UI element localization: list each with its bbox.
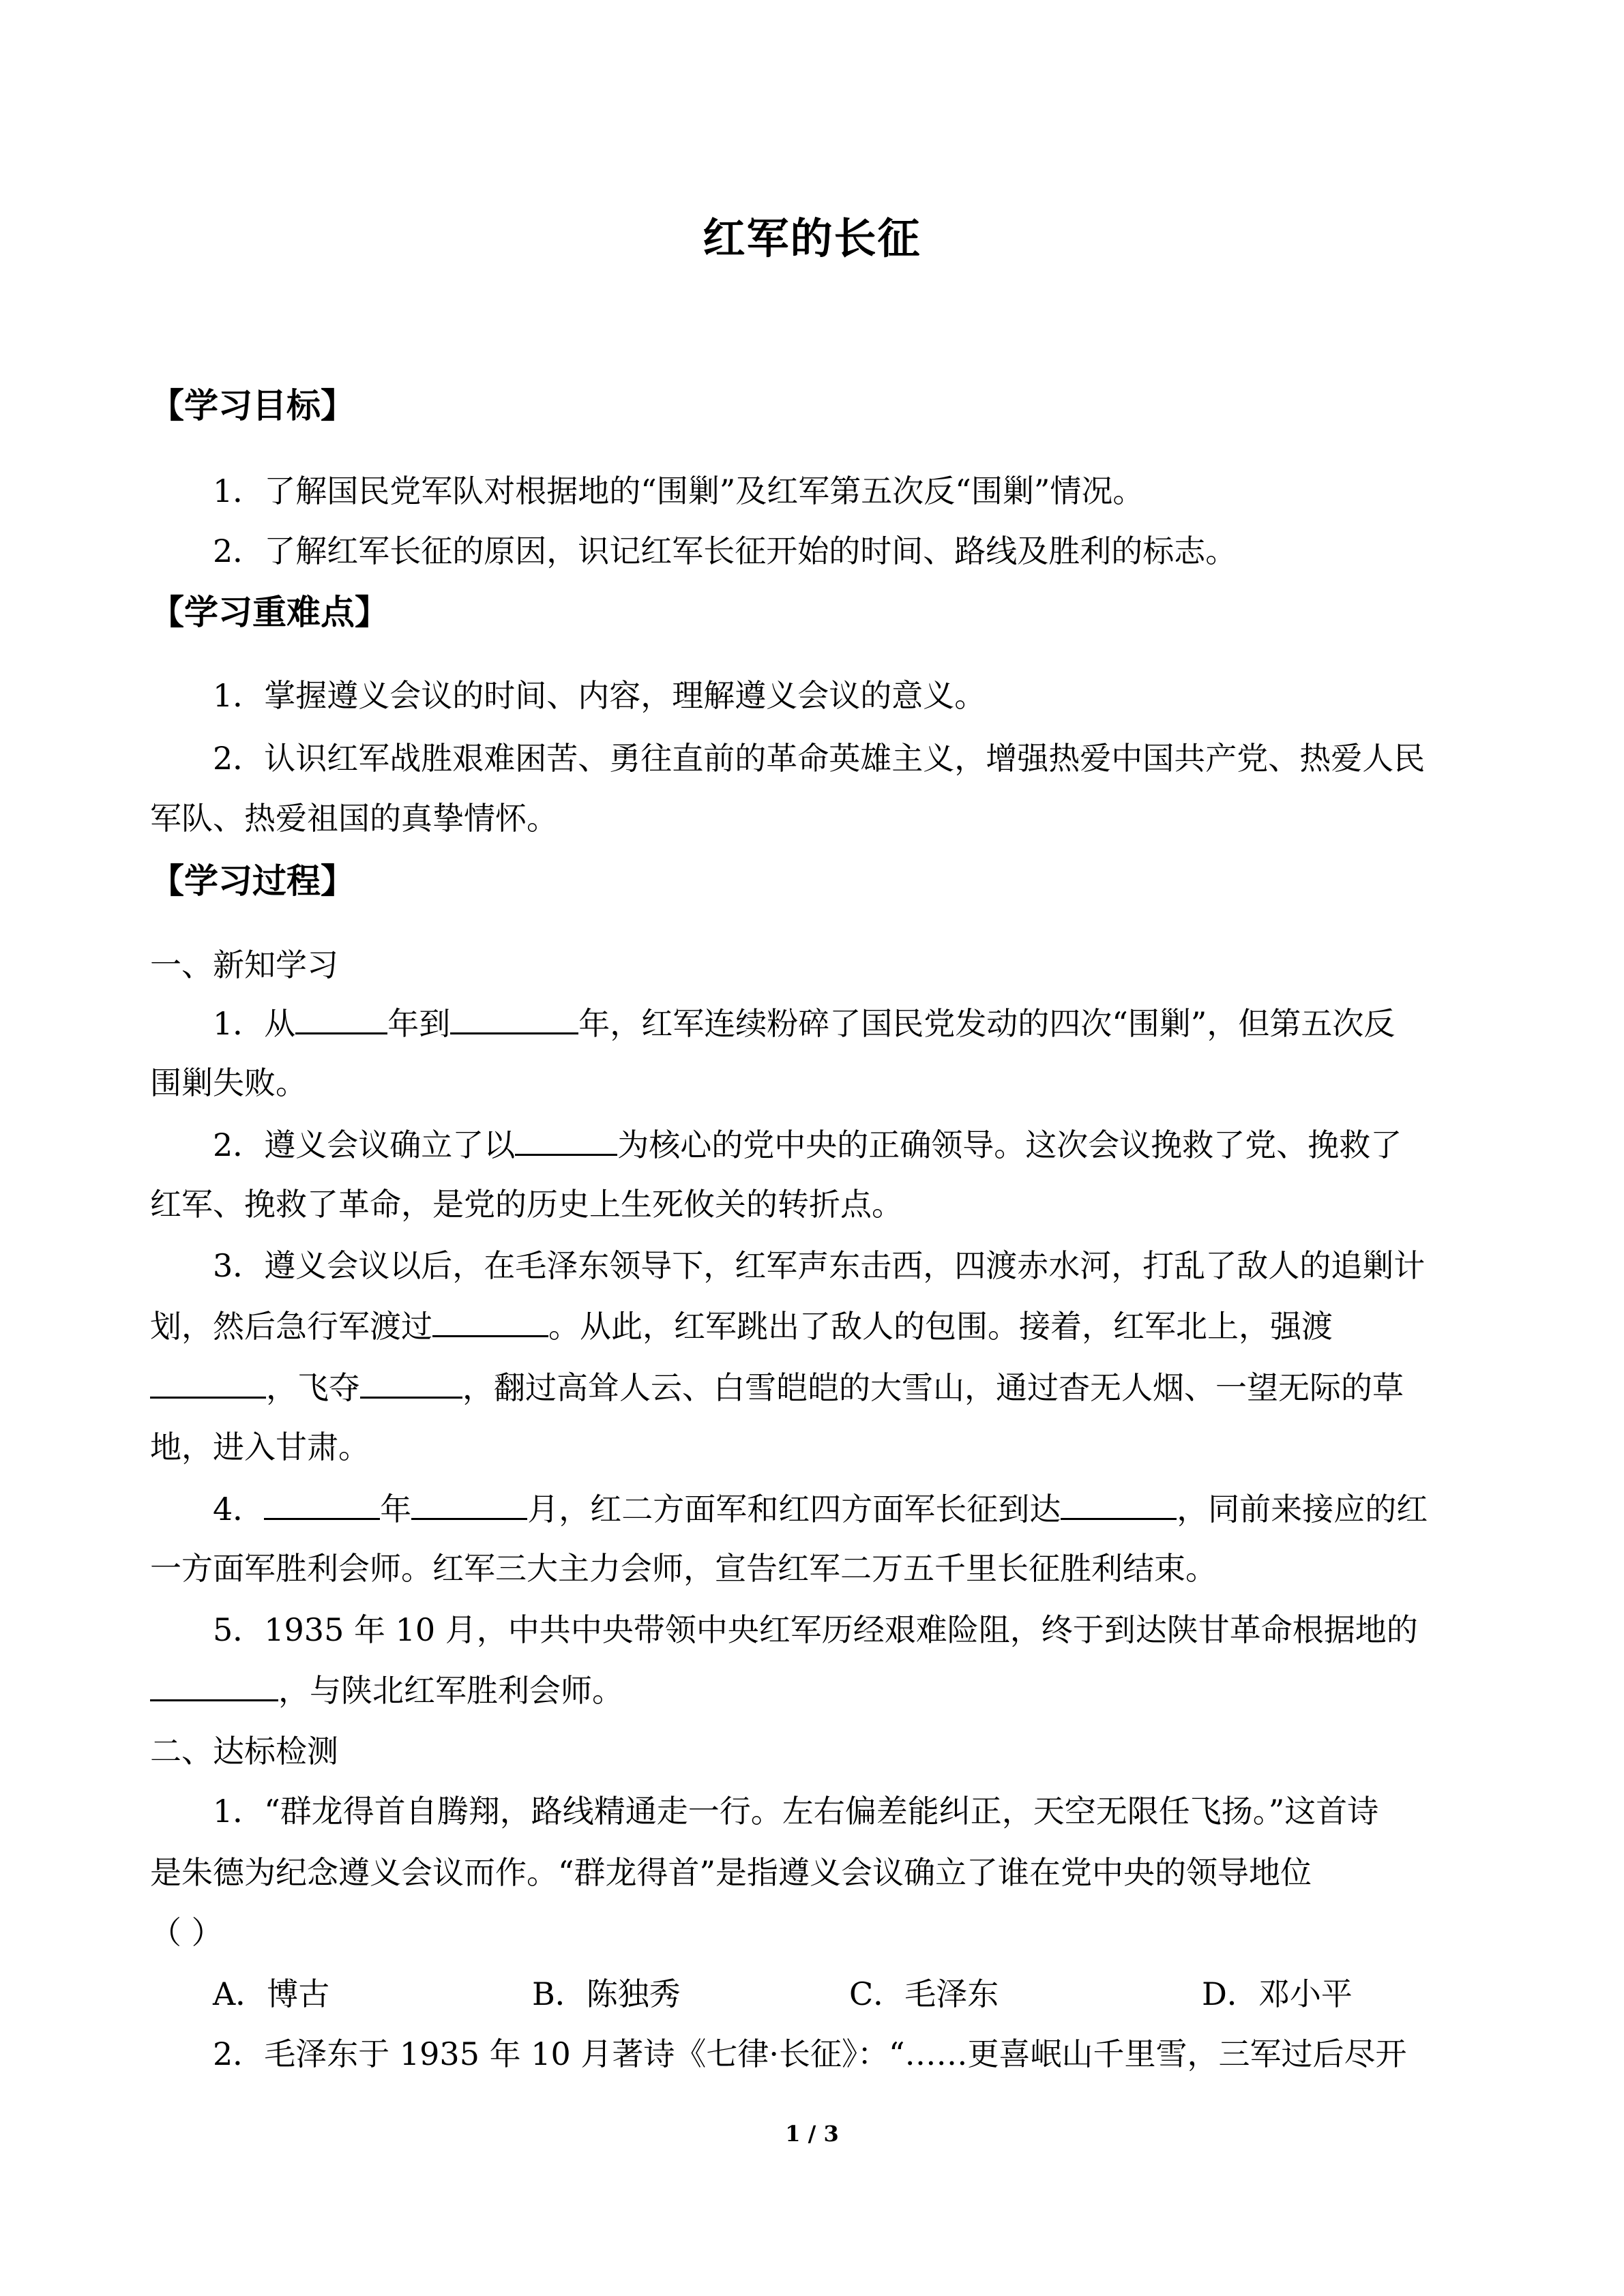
test-question-1-line-2: 是朱德为纪念遵义会议而作。“群龙得首”是指遵义会议确立了谁在党中央的领导地位 <box>150 1854 1312 1891</box>
keypoint-item-2-line-1: 2．认识红军战胜艰难困苦、勇往直前的革命英雄主义，增强热爱中国共产党、热爱人民 <box>213 740 1426 777</box>
answer-blank[interactable] <box>264 1488 380 1520</box>
answer-blank[interactable] <box>432 1305 548 1337</box>
question-3-text-b: 划，然后急行军渡过 <box>150 1308 432 1345</box>
option-b[interactable]: B．陈独秀 <box>532 1976 681 2012</box>
question-3-text-c: 。从此，红军跳出了敌人的包围。接着，红军北上，强渡 <box>548 1308 1333 1345</box>
question-3-line-2 <box>150 1305 1333 1347</box>
part1-heading: 一、新知学习 <box>150 946 338 983</box>
answer-blank[interactable] <box>295 1002 387 1034</box>
question-2-line-2: 红军、挽救了革命，是党的历史上生死攸关的转折点。 <box>150 1186 903 1223</box>
option-c[interactable]: C．毛泽东 <box>849 1976 999 2012</box>
question-1-text-a: 1．从 <box>213 1005 296 1042</box>
test-question-2-line-1: 2．毛泽东于 1935 年 10 月著诗《七律·长征》：“……更喜岷山千里雪，三军过后尽开 <box>213 2036 1407 2072</box>
keypoint-item-2-line-2: 军队、热爱祖国的真挚情怀。 <box>150 800 558 837</box>
question-4-prefix: 4． <box>213 1491 265 1527</box>
question-3-text-d: ，飞夺 <box>266 1369 360 1406</box>
question-2-line-1 <box>213 1124 1402 1165</box>
question-5-text-b: ，与陕北红军胜利会师。 <box>278 1672 623 1709</box>
page-title: 红军的长征 <box>703 213 921 263</box>
question-4-text-b: 月，红二方面军和红四方面军长征到达 <box>527 1491 1061 1527</box>
question-1-line-2: 围剿失败。 <box>150 1064 307 1101</box>
part2-heading: 二、达标检测 <box>150 1733 338 1770</box>
question-2-text-b: 为核心的党中央的正确领导。这次会议挽救了党、挽救了 <box>617 1127 1402 1163</box>
question-1-line-1 <box>213 1002 1395 1044</box>
answer-blank[interactable] <box>515 1124 617 1156</box>
keypoints-heading: 【学习重难点】 <box>150 593 389 632</box>
question-2-text-a: 2．遵义会议确立了以 <box>213 1127 516 1163</box>
question-4-text-c: ，同前来接应的红 <box>1177 1491 1428 1527</box>
answer-blank[interactable] <box>411 1488 527 1520</box>
answer-blank[interactable] <box>360 1367 462 1399</box>
page-number: 1 / 3 <box>785 2121 839 2147</box>
goals-heading: 【学习目标】 <box>150 386 355 426</box>
answer-blank[interactable] <box>150 1669 278 1701</box>
question-5-line-2 <box>150 1669 623 1711</box>
answer-blank[interactable] <box>450 1002 578 1034</box>
answer-parentheses[interactable]: （ ） <box>150 1914 223 1951</box>
keypoint-item-1: 1．掌握遵义会议的时间、内容，理解遵义会议的意义。 <box>213 677 986 714</box>
option-a[interactable]: A．博古 <box>213 1976 330 2012</box>
question-1-text-c: 年，红军连续粉碎了国民党发动的四次“围剿”，但第五次反 <box>578 1005 1396 1042</box>
answer-blank[interactable] <box>1061 1488 1177 1520</box>
question-4-text-a: 年 <box>380 1491 412 1527</box>
answer-blank[interactable] <box>150 1367 266 1399</box>
question-3-line-3 <box>150 1367 1404 1408</box>
goal-item-1: 1．了解国民党军队对根据地的“围剿”及红军第五次反“围剿”情况。 <box>213 473 1145 509</box>
goal-item-2: 2．了解红军长征的原因，识记红军长征开始的时间、路线及胜利的标志。 <box>213 533 1237 569</box>
test-question-1-line-1: 1．“群龙得首自腾翔，路线精通走一行。左右偏差能纠正，天空无限任飞扬。”这首诗 <box>213 1793 1379 1830</box>
question-1-text-b: 年到 <box>387 1005 451 1042</box>
question-3-text-e: ，翻过高耸人云、白雪皑皑的大雪山，通过杳无人烟、一望无际的草 <box>462 1369 1404 1406</box>
option-d[interactable]: D．邓小平 <box>1202 1976 1353 2012</box>
question-4-line-2: 一方面军胜利会师。红军三大主力会师，宣告红军二万五千里长征胜利结束。 <box>150 1550 1217 1587</box>
question-3-line-1: 3．遵义会议以后，在毛泽东领导下，红军声东击西，四渡赤水河，打乱了敌人的追剿计 <box>213 1247 1426 1284</box>
process-heading: 【学习过程】 <box>150 861 355 901</box>
question-3-line-4: 地，进入甘肃。 <box>150 1429 370 1465</box>
question-4-line-1 <box>213 1488 1428 1530</box>
question-5-line-1: 5．1935 年 10 月，中共中央带领中央红军历经艰难险阻，终于到达陕甘革命根据地的 <box>213 1611 1418 1648</box>
